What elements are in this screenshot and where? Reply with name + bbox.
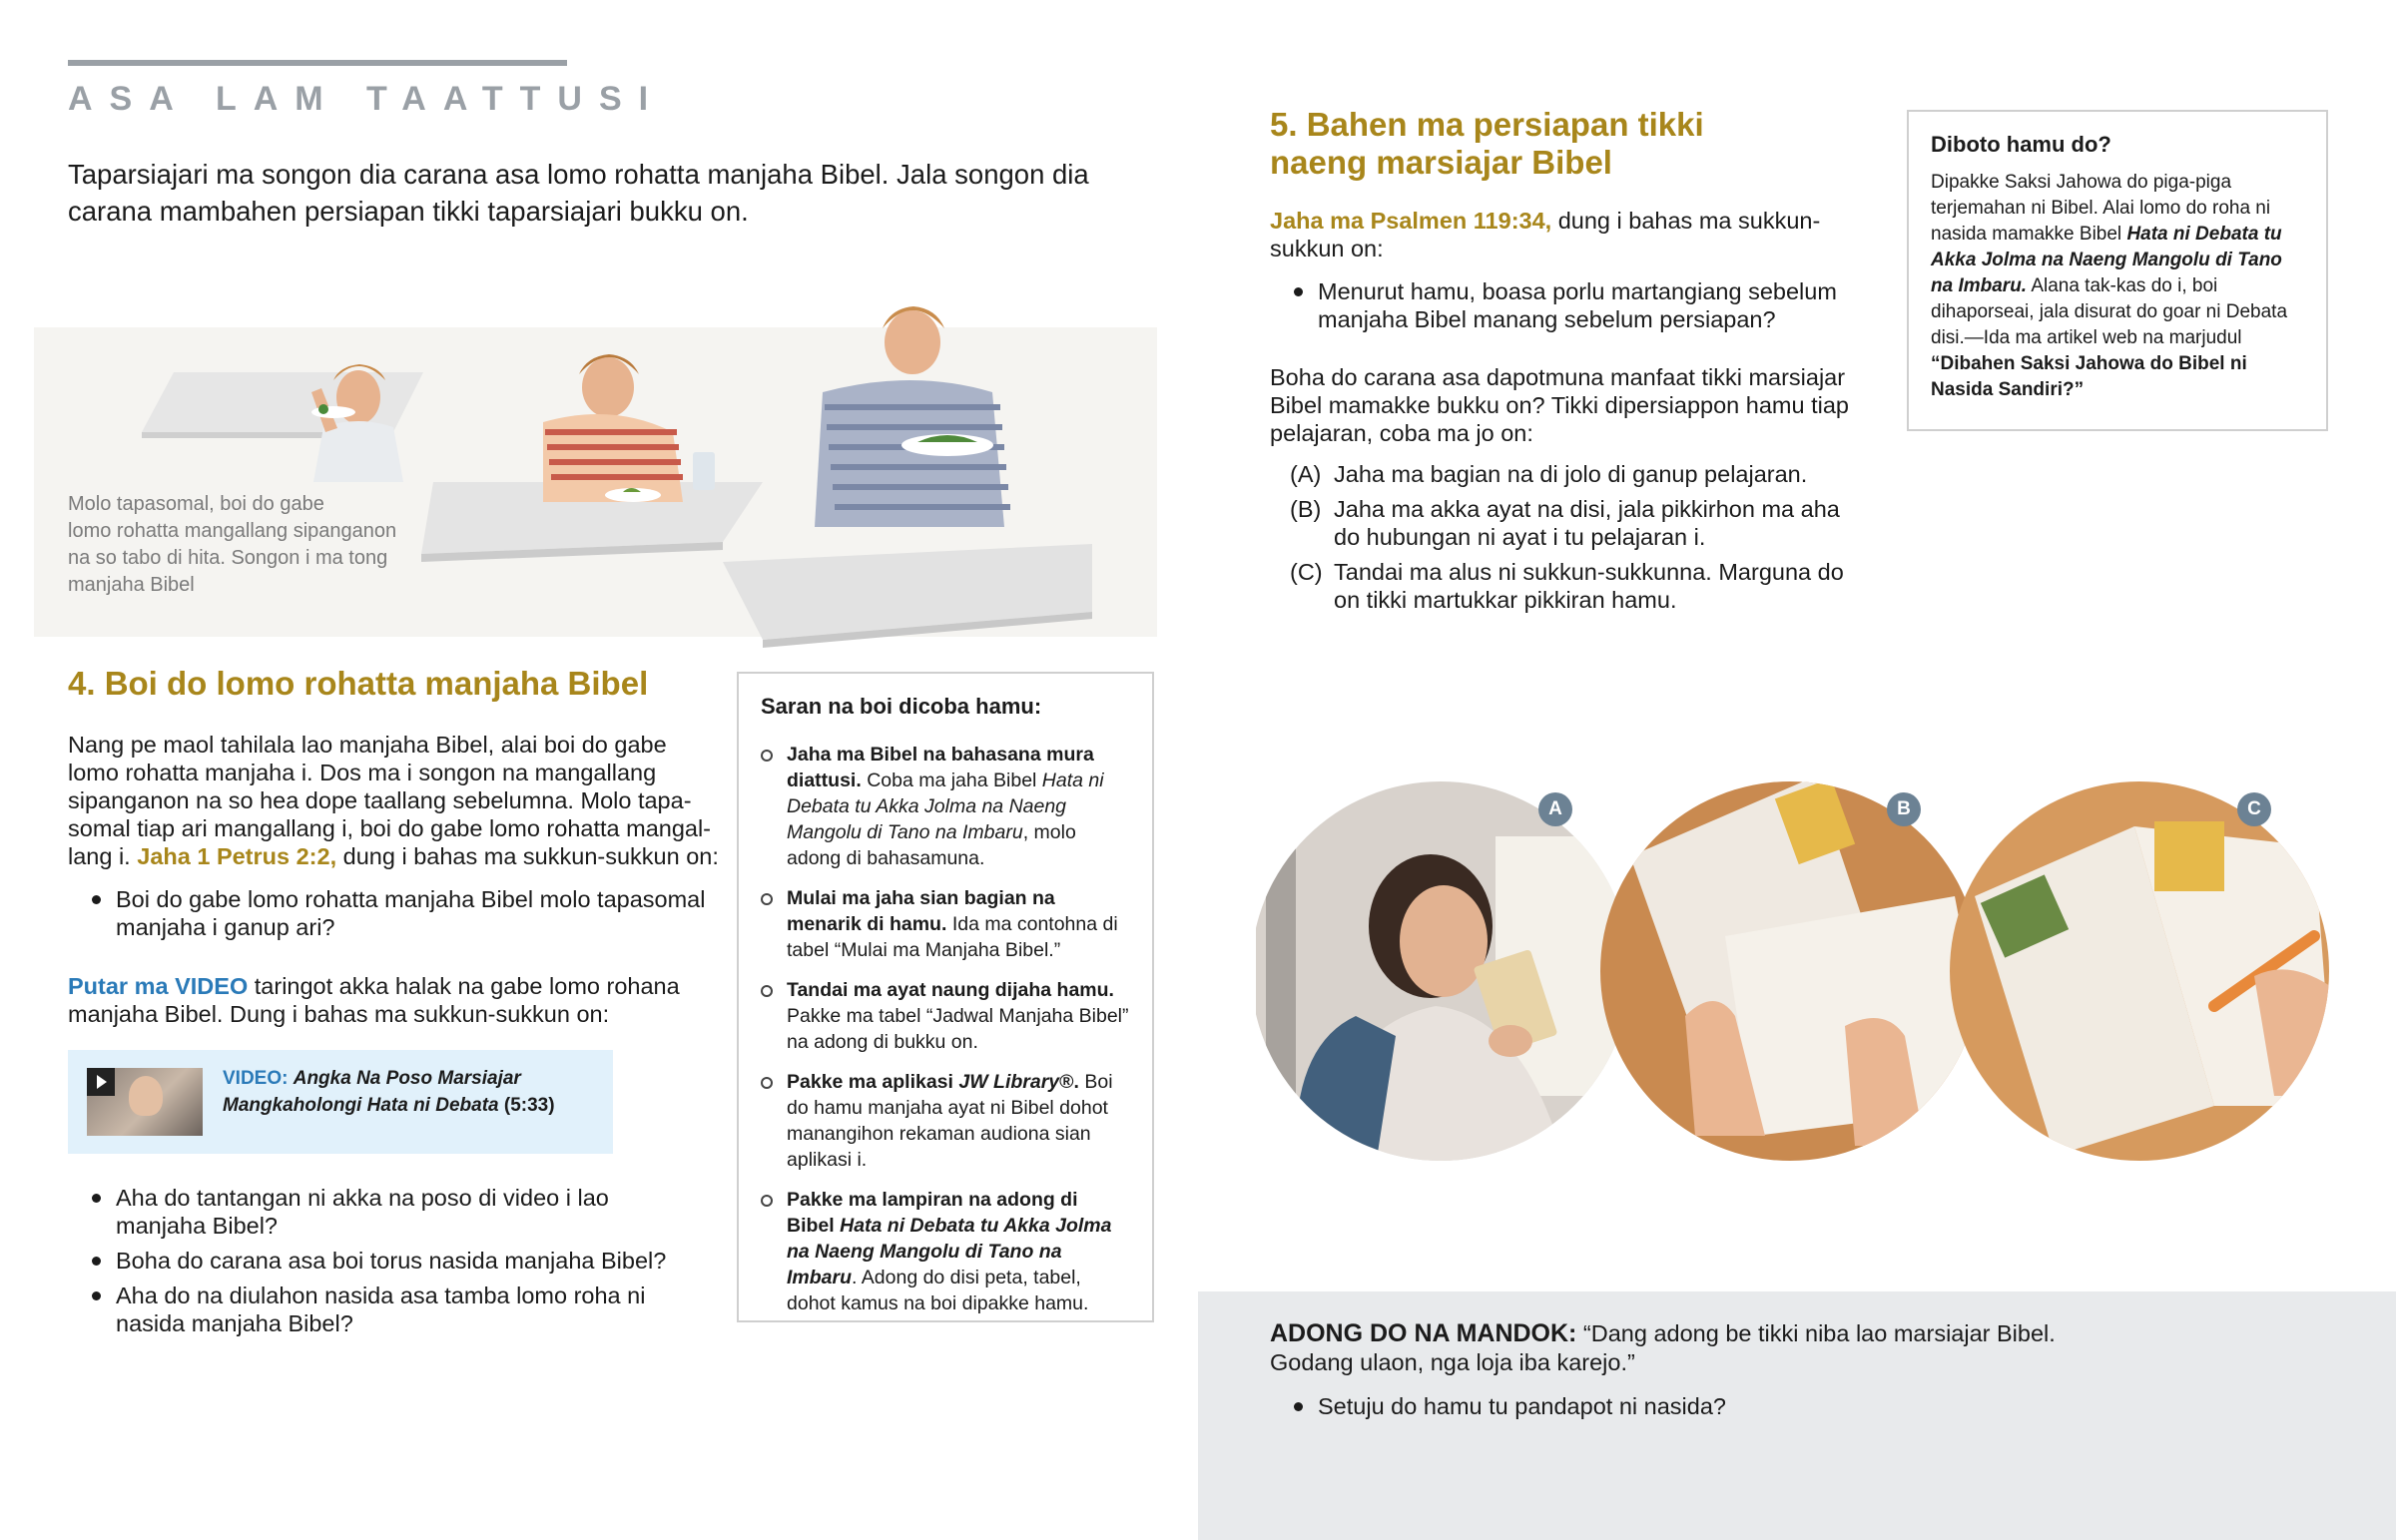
step-c: (C) Tandai ma alus ni sukkun-sukkunna. Marguna do on tikki martukkar pikkiran hamu. [1290,559,1844,613]
side-box-title: Diboto hamu do? [1931,132,2111,157]
video-label: VIDEO: [223,1068,289,1089]
section4-title: 4. Boi do lomo rohatta manjaha Bibel [68,665,649,702]
video-intro: Putar ma VIDEO taringot akka halak na gabe lomo rohana manjaha Bibel. Dung i bahas ma sukkun-sukkun on: [68,973,680,1027]
web-article-link[interactable]: “Dibahen Saksi Jahowa do Bibel ni Nasida Sandiri?” [1931,353,2247,400]
study-illustrations [1256,776,2344,1166]
video-duration: (5:33) [503,1095,555,1116]
badge-a: A [1538,792,1572,826]
tips-box [737,672,1154,1322]
person-figure [129,1076,163,1116]
highlighting-illustration [1945,776,2344,1166]
tips-list [761,742,1130,1316]
video-questions [68,1184,687,1344]
tips-title: Saran na boi dicoba hamu: [761,694,1042,719]
video-info: VIDEO: Angka Na Poso Marsiajar Mangkaholongi Hata ni Debata (5:33) [223,1068,555,1116]
opinion-text [1270,1319,2069,1377]
video-card[interactable] [68,1050,613,1154]
eating-caption: Molo tapasomal, boi do gabe lomo rohatta mangallang sipanganon na so tabo di hita. Songon i ma tong manjaha Bibel [68,493,397,596]
section5-steps [1290,460,1849,614]
play-icon[interactable] [87,1068,115,1096]
badge-c: C [2237,792,2271,826]
section5-question-list [1270,277,1844,340]
list-item: Boha do carana asa boi torus nasida manjaha Bibel? [68,1247,687,1275]
section5-title: 5. Bahen ma persiapan tikki naeng marsiajar Bibel [1270,106,1704,181]
header-rule [68,60,567,66]
opinion-quote: “Dang adong be tikki niba lao marsiajar Bibel. Godang ulaon, nga loja iba karejo.” [1270,1320,2056,1375]
tip-item: Pakke ma aplikasi JW Library®. Boi do hamu manjaha ayat ni Bibel dohot manangihon rekaman audiona sian aplikasi i. [761,1069,1130,1173]
opinion-panel [1198,1291,2396,1540]
list-item: Aha do na diulahon nasida asa tamba lomo roha ni nasida manjaha Bibel? [68,1282,687,1337]
tip-item: Pakke ma lampiran na adong di Bibel Hata ni Debata tu Akka Jolma na Naeng Mangolu di Tano na Imbaru. Adong do disi peta, tabel, dohot kamus na boi dipakke hamu. [761,1187,1130,1316]
side-box-text: Dipakke Saksi Jahowa do piga-piga terjemahan ni Bibel. Alai lomo do roha ni nasida mamakke Bibel Hata ni Debata tu Akka Jolma na Naeng Mangolu di Tano na Imbaru. Alana tak-kas do i, boi dihaporseai, jala disurat do goar ni Debata disi.—Ida ma artikel web na marjudul “Dibahen Saksi Jahowa do Bibel ni Nasida Sandiri?” [1931,172,2288,400]
list-item: Aha do tantangan ni akka na poso di video i lao manjaha Bibel? [68,1184,687,1240]
video-thumbnail[interactable] [87,1068,203,1136]
opinion-label: ADONG DO NA MANDOK: [1270,1319,1577,1347]
tip-item: Mulai ma jaha sian bagian na menarik di hamu. Ida ma contohna di tabel “Mulai ma Manjaha Bibel.” [761,885,1130,963]
step-a: (A) Jaha ma bagian na di jolo di ganup pelajaran. [1290,461,1808,487]
section5-paragraph: Boha do carana asa dapotmuna manfaat tikki marsiajar Bibel mamakke bukku on? Tikki dipersiappon hamu tiap pelajaran, coba ma jo on: [1270,364,1849,446]
list-item: Menurut hamu, boasa porlu martangiang sebelum manjaha Bibel manang sebelum persiapan? [1270,277,1844,333]
section5-scripture-line: Jaha ma Psalmen 119:34, dung i bahas ma sukkun-sukkun on: [1270,208,1821,261]
section4-paragraph: Nang pe maol tahilala lao manjaha Bibel, alai boi do gabe lomo rohatta manjaha i. Dos ma i songon na mangallang sipanganon na so hea dope taallang sebelumna. Molo tapa- somal tiap ari mangallang i, boi do gabe lomo rohatta mangal- lang i. Jaha 1 Petrus 2:2, dung i bahas ma sukkun-sukkun on: [68,732,719,869]
bible-hands-illustration [1595,776,1995,1166]
lesson-header: ASA LAM TAATTUSI [68,80,666,118]
opinion-question-list [1270,1392,1969,1427]
eating-illustration [34,327,1157,637]
step-b: (B) Jaha ma akka ayat na disi, jala pikkirhon ma aha do hubungan ni ayat i tu pelajaran i. [1290,496,1840,550]
lesson-intro: Taparsiajari ma songon dia carana asa lomo rohatta manjaha Bibel. Jala songon dia carana mambahen persiapan tikki taparsiajari bukku on. [68,159,1089,227]
girl-reading-illustration [1256,776,1645,1166]
video-title[interactable]: Angka Na Poso Marsiajar [293,1068,521,1089]
section4-question-list [68,885,727,948]
badge-b: B [1887,792,1921,826]
scripture-link-1-petrus[interactable]: Jaha 1 Petrus 2:2, [137,843,337,869]
tip-item: Tandai ma ayat naung dijaha hamu. Pakke ma tabel “Jadwal Manjaha Bibel” na adong di bukku on. [761,977,1130,1055]
list-item: Boi do gabe lomo rohatta manjaha Bibel molo tapasomal manjaha i ganup ari? [68,885,727,941]
scripture-link-psalmen[interactable]: Jaha ma Psalmen 119:34, [1270,208,1552,234]
play-video-link[interactable]: Putar ma VIDEO [68,973,249,999]
did-you-know-box [1907,110,2328,431]
list-item: Setuju do hamu tu pandapot ni nasida? [1270,1392,1969,1420]
tip-item: Jaha ma Bibel na bahasana mura diattusi. Coba ma jaha Bibel Hata ni Debata tu Akka Jolma na Naeng Mangolu di Tano na Imbaru, molo adong di bahasamuna. [761,742,1130,871]
